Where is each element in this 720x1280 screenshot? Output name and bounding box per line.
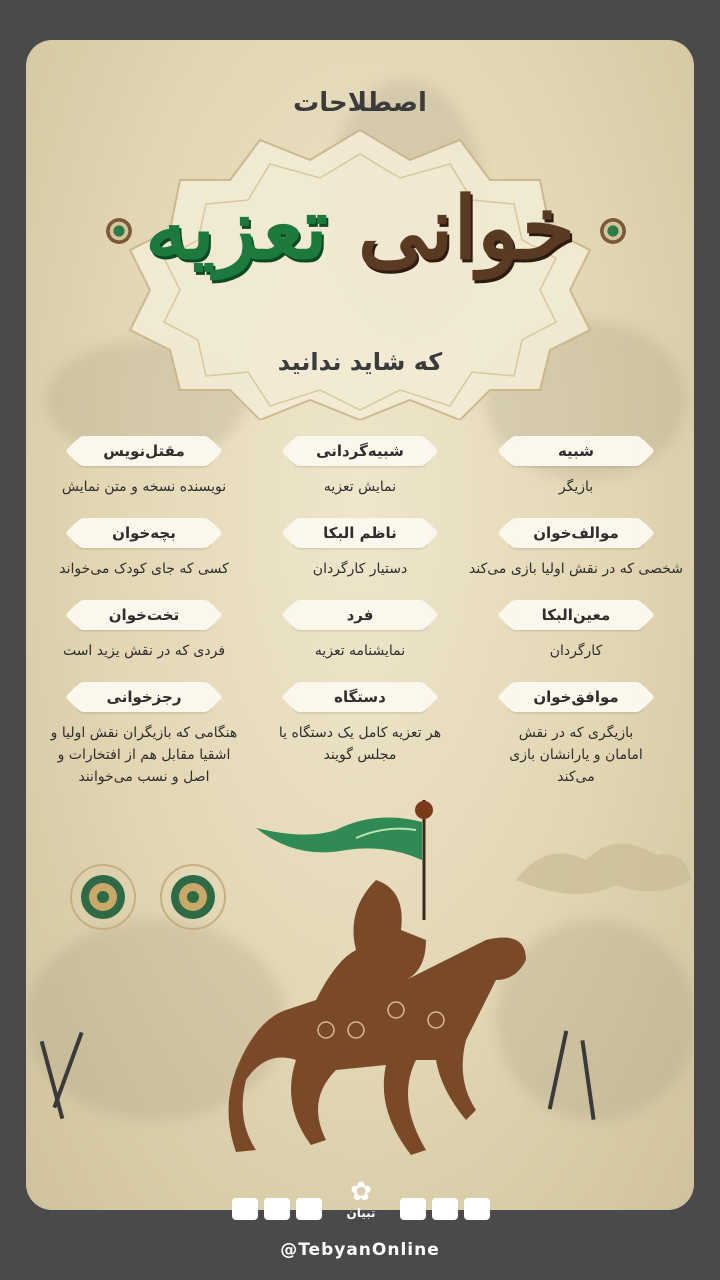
term-card [252,682,468,766]
footer [0,1140,720,1280]
telegram-icon[interactable] [432,1198,458,1220]
term-description: نمایش تعزیه [323,479,397,495]
title-green: تعزیه [145,178,328,279]
term-card [468,600,684,662]
term-card [252,518,468,580]
term-card [468,682,684,788]
term-label: موافق‌خوان [508,682,644,712]
term-description: نویسنده نسخه و متن نمایش [61,479,227,495]
title-brown: خوانی [357,178,575,279]
eitaa-icon[interactable] [400,1198,426,1220]
term-description: دستیار کارگردان [312,561,408,577]
instagram-icon[interactable] [232,1198,258,1220]
term-label: موالف‌خوان [508,518,644,548]
youtube-icon[interactable] [464,1198,490,1220]
poster-card [26,40,694,1210]
term-card [468,518,684,580]
term-card [36,518,252,580]
medallion-ornament [158,862,228,932]
title-text [110,178,610,279]
brand-name: تبیان [346,1206,376,1220]
term-label: مقتل‌نویس [76,436,212,466]
rosette-ornament [600,218,626,244]
term-description: شخصی که در نقش اولیا بازی می‌کند [469,561,683,577]
term-description: فردی که در نقش یزید است [62,643,226,659]
tebyan-logo[interactable] [334,1178,388,1228]
term-description: کارگردان [549,643,603,659]
medallion-ornament [68,862,138,932]
term-description: بازیگر [558,479,594,495]
term-card [468,436,684,498]
term-description: کسی که جای کودک می‌خواند [59,561,229,577]
title-emblem [110,120,610,420]
header-subtitle-bottom: که شاید ندانید [277,348,443,376]
term-description: هر تعزیه کامل یک دستگاه یا مجلس گویند [278,725,442,763]
term-card [36,436,252,498]
rosette-ornament [106,218,132,244]
term-card [252,436,468,498]
term-label: معین‌البکا [508,600,644,630]
term-description: نمایشنامه تعزیه [314,643,406,659]
term-card [252,600,468,662]
rubika-icon[interactable] [296,1198,322,1220]
term-label: دستگاه [292,682,428,712]
aparat-icon[interactable] [264,1198,290,1220]
term-label: شبیه [508,436,644,466]
horse-rider-illustration [226,880,556,1170]
term-card [36,600,252,662]
tebyan-mark-icon: ✿ [350,1177,372,1207]
term-label: شبیه‌گردانی [292,436,428,466]
term-description: بازیگری که در نقش امامان و یارانشان بازی می‌کند [509,725,643,785]
term-label: تخت‌خوان [76,600,212,630]
term-label: فرد [292,600,428,630]
term-label: رجزخوانی [76,682,212,712]
header-subtitle-top: اصطلاحات [293,88,427,118]
term-description: هنگامی که بازیگران نقش اولیا و اشقیا مقابل هم از افتخارات و اصل و نسب می‌خوانند [50,725,238,785]
term-label: بچه‌خوان [76,518,212,548]
term-card [36,682,252,788]
term-label: ناظم البکا [292,518,428,548]
social-handle[interactable]: @TebyanOnline [280,1240,440,1260]
